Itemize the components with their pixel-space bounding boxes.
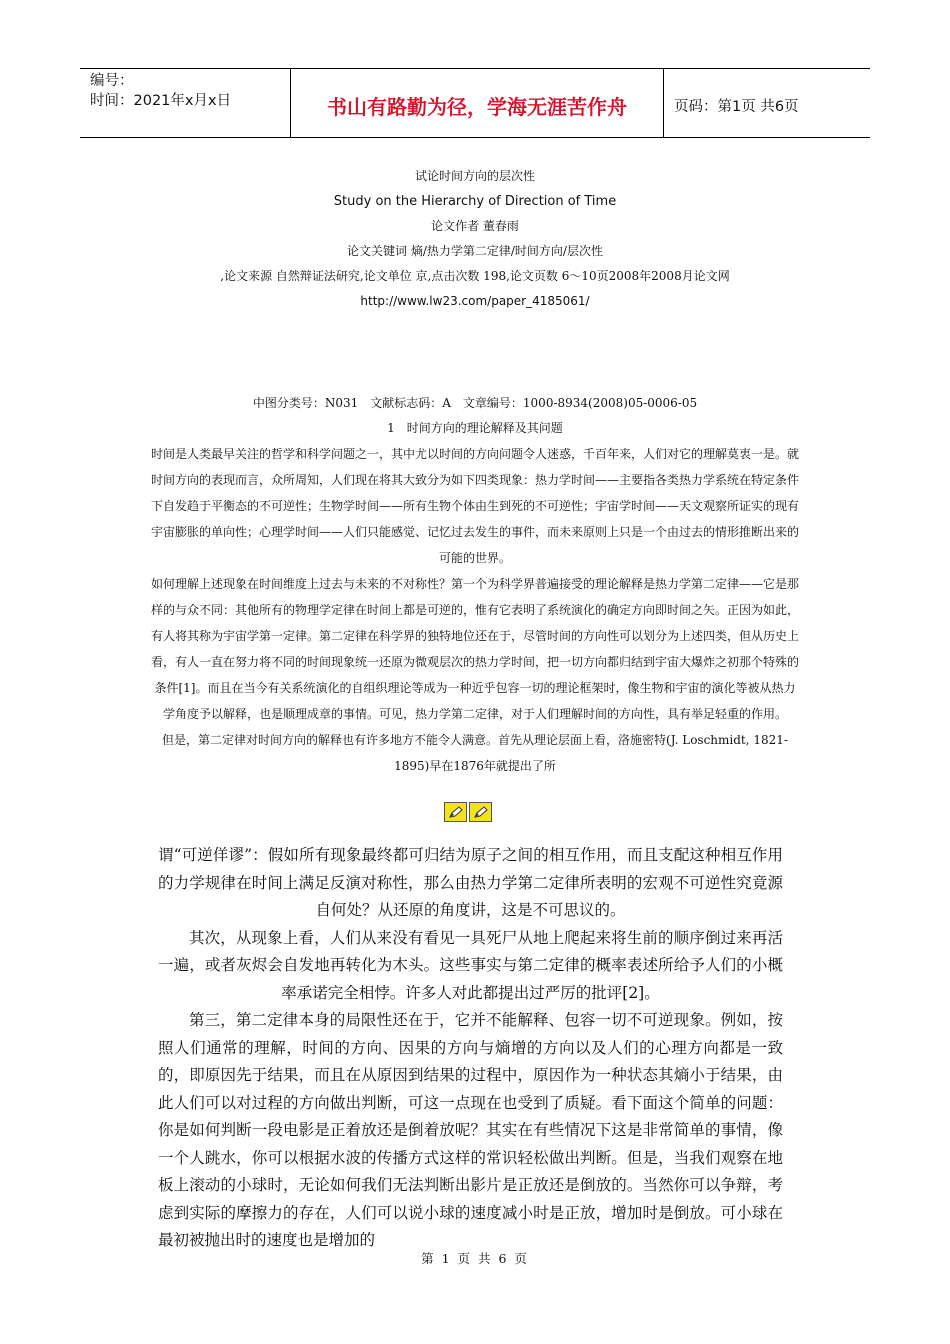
url-line[interactable]: http://www.lw23.com/paper_4185061/ [360, 294, 590, 308]
paragraph: 其次，从现象上看，人们从来没有看见一具死尸从地上爬起来将生前的顺序倒过来再活一遍，或者灰烬会自发地再转化为木头。这些事实与第二定律的概率表述所给予人们的小概率承诺完全相悖。许多人对此都提出过严厉的批评[2]。 [158, 928, 783, 1002]
paragraph: 时间是人类最早关注的哲学和科学问题之一，其中尤以时间的方向问题令人迷惑，千百年来，人们对它的理解莫衷一是。就时间方向的表现而言，众所周知，人们现在将其大致分为如下四类现象：热力学时间——主要指各类热力学系统在特定条件下自发趋于平衡态的不可逆性；生物学时间——所有生物个体由生到死的不可逆性；宇宙学时间——天文观察所证实的现有宇宙膨胀的单向性；心理学时间——人们只能感觉、记忆过去发生的事件，而未来原则上只是一个由过去的情形推断出来的可能的世界。 [150, 447, 799, 565]
section-heading: 1 时间方向的理论解释及其问题 [387, 421, 563, 435]
intro-section [150, 391, 800, 779]
keywords-line: 论文关键词 熵/热力学第二定律/时间方向/层次性 [347, 244, 603, 258]
paragraph: 如何理解上述现象在时间维度上过去与未来的不对称性？第一个为科学界普遍接受的理论解释是热力学第二定律——它是那样的与众不同：其他所有的物理学定律在时间上都是可逆的，惟有它表明了系统演化的确定方向即时间之矢。正因为如此，有人将其称为宇宙学第一定律。第二定律在科学界的独特地位还在于，尽管时间的方向性可以划分为上述四类，但从历史上看，有人一直在努力将不同的时间现象统一还原为微观层次的热力学时间，把一切方向都归结到宇宙大爆炸之初那个特殊的条件[1]。而且在当今有关系统演化的自组织理论等成为一种近乎包容一切的理论框架时，像生物和宇宙的演化等被从热力学角度予以解释，也是顺理成章的事情。可见，热力学第二定律，对于人们理解时间的方向性，具有举足轻重的作用。 [150, 577, 799, 721]
author-line: 论文作者 董春雨 [431, 219, 519, 233]
number-label: 编号： [90, 73, 134, 89]
header-left-cell [80, 69, 291, 137]
paper-metadata [140, 164, 810, 314]
header-page-info: 页码：第1页 共6页 [674, 98, 799, 115]
continuation-icons [444, 802, 494, 822]
classification-line: 中图分类号：N031 文献标志码：A 文章编号：1000-8934(2008)05-0006-05 [252, 396, 698, 410]
header-table [80, 68, 870, 138]
pencil-icon [469, 802, 492, 822]
page-footer: 第 1 页 共 6 页 [421, 1251, 529, 1266]
source-line: ,论文来源 自然辩证法研究,论文单位 京,点击次数 198,论文页数 6～10页2008年2008月论文网 [220, 269, 730, 283]
body-section [158, 842, 783, 1255]
title-en: Study on the Hierarchy of Direction of Time [333, 194, 617, 209]
paragraph: 谓“可逆佯谬”：假如所有现象最终都可归结为原子之间的相互作用，而且支配这种相互作用的力学规律在时间上满足反演对称性，那么由热力学第二定律所表明的宏观不可逆性究竟源自何处？从还原的角度讲，这是不可思议的。 [158, 846, 783, 919]
paragraph: 但是，第二定律对时间方向的解释也有许多地方不能令人满意。首先从理论层面上看，洛施密特(J. Loschmidt, 1821-1895)早在1876年就提出了所 [162, 733, 788, 773]
time-label: 时间：2021年x月x日 [90, 93, 232, 109]
header-motto: 书山有路勤为径，学海无涯苦作舟 [291, 69, 664, 137]
paragraph: 第三，第二定律本身的局限性还在于，它并不能解释、包容一切不可逆现象。例如，按照人们通常的理解，时间的方向、因果的方向与熵增的方向以及人们的心理方向都是一致的，即原因先于结果，而且在从原因到结果的过程中，原因作为一种状态其熵小于结果，由此人们可以对过程的方向做出判断，可这一点现在也受到了质疑。看下面这个简单的问题：你是如何判断一段电影是正着放还是倒着放呢？其实在有些情况下这是非常简单的事情，像一个人跳水，你可以根据水波的传播方式这样的常识轻松做出判断。但是，当我们观察在地板上滚动的小球时，无论如何我们无法判断出影片是正放还是倒放的。当然你可以争辩，考虑到实际的摩擦力的存在，人们可以说小球的速度减小时是正放，增加时是倒放。可小球在最初被抛出时的速度也是增加的 [158, 1011, 783, 1249]
pencil-icon [444, 802, 467, 822]
title-cn: 试论时间方向的层次性 [414, 169, 535, 183]
